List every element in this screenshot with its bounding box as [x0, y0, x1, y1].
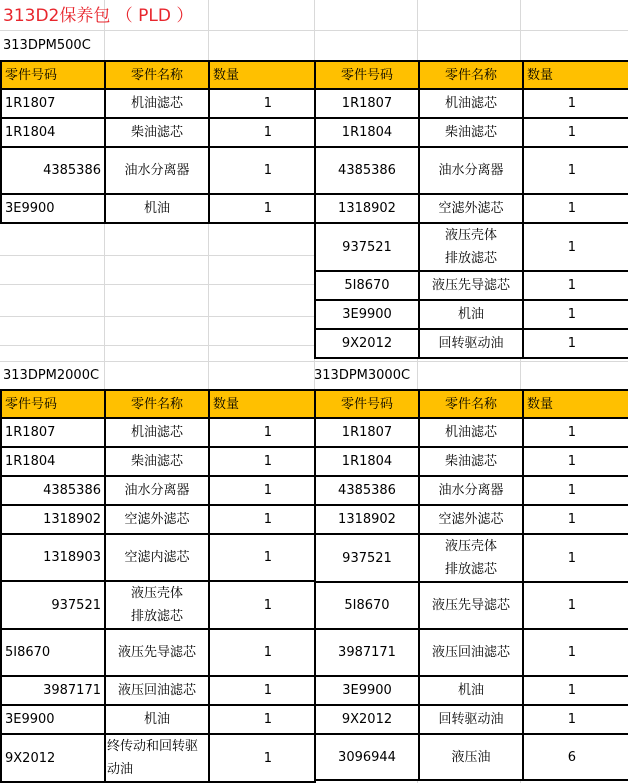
table-header-row — [1, 61, 315, 89]
part-name: 液压壳体排放滤芯 — [105, 581, 209, 629]
part-name: 机油 — [419, 300, 523, 329]
part-number: 1R1804 — [1, 447, 105, 476]
parts-table-pm2000 — [0, 389, 316, 783]
part-number: 1318902 — [1, 505, 105, 534]
part-name: 空滤内滤芯 — [105, 534, 209, 581]
part-number: 5I8670 — [1, 629, 105, 676]
col-header-part-name: 零件名称 — [105, 61, 209, 89]
part-name: 油水分离器 — [419, 476, 523, 505]
quantity: 1 — [523, 534, 628, 582]
table-row — [315, 300, 628, 329]
quantity: 1 — [523, 89, 628, 118]
col-header-part-number: 零件号码 — [1, 61, 105, 89]
quantity: 1 — [209, 118, 315, 147]
part-name: 油水分离器 — [105, 476, 209, 505]
part-number: 9X2012 — [1, 734, 105, 782]
part-number: 1R1807 — [1, 89, 105, 118]
part-number: 4385386 — [315, 147, 419, 194]
table-row — [1, 476, 315, 505]
part-name: 空滤外滤芯 — [419, 194, 523, 223]
part-number: 3987171 — [1, 676, 105, 705]
part-name: 终传动和回转驱动油 — [105, 734, 209, 782]
table-header-row — [315, 61, 628, 89]
part-number: 3E9900 — [1, 194, 105, 223]
part-number: 9X2012 — [315, 329, 419, 358]
part-name: 空滤外滤芯 — [105, 505, 209, 534]
col-header-part-number: 零件号码 — [1, 390, 105, 418]
col-header-part-name: 零件名称 — [419, 61, 523, 89]
col-header-part-number: 零件号码 — [315, 390, 419, 418]
quantity: 1 — [209, 734, 315, 782]
parts-table-pm3000 — [314, 389, 628, 781]
part-number: 1R1804 — [315, 118, 419, 147]
part-name: 柴油滤芯 — [105, 447, 209, 476]
part-number: 4385386 — [315, 476, 419, 505]
table-row — [315, 676, 628, 705]
quantity: 1 — [523, 300, 628, 329]
part-name: 液压回油滤芯 — [105, 676, 209, 705]
part-number: 5I8670 — [315, 582, 419, 629]
table-row — [315, 534, 628, 582]
quantity: 1 — [523, 418, 628, 447]
part-number: 1318903 — [1, 534, 105, 581]
gridline-horizontal — [0, 345, 314, 346]
table-row — [315, 476, 628, 505]
quantity: 1 — [209, 147, 315, 194]
part-name: 柴油滤芯 — [419, 447, 523, 476]
part-number: 3096944 — [315, 734, 419, 780]
table-row — [1, 89, 315, 118]
quantity: 1 — [209, 505, 315, 534]
table-row — [1, 676, 315, 705]
section-label-pm500: 313DPM500C — [3, 38, 91, 53]
part-name: 液压先导滤芯 — [105, 629, 209, 676]
part-number: 3E9900 — [1, 705, 105, 734]
quantity: 1 — [523, 118, 628, 147]
col-header-quantity: 数量 — [523, 390, 628, 418]
table-row — [315, 505, 628, 534]
quantity: 1 — [523, 582, 628, 629]
part-name: 机油滤芯 — [105, 89, 209, 118]
part-number: 9X2012 — [315, 705, 419, 734]
quantity: 1 — [209, 476, 315, 505]
table-row — [315, 223, 628, 271]
part-number: 1318902 — [315, 505, 419, 534]
section-label-pm3000: 313DPM3000C — [314, 368, 411, 383]
quantity: 1 — [209, 418, 315, 447]
gridline-horizontal — [0, 284, 314, 285]
quantity: 1 — [523, 329, 628, 358]
part-number: 937521 — [1, 581, 105, 629]
part-number: 1R1804 — [1, 118, 105, 147]
col-header-quantity: 数量 — [523, 61, 628, 89]
table-row — [315, 118, 628, 147]
part-name: 油水分离器 — [419, 147, 523, 194]
parts-table-pm500 — [0, 60, 316, 224]
quantity: 1 — [209, 629, 315, 676]
table-row — [315, 418, 628, 447]
part-number: 3987171 — [315, 629, 419, 676]
gridline-horizontal — [0, 361, 628, 362]
table-row — [315, 582, 628, 629]
table-row — [1, 581, 315, 629]
quantity: 1 — [209, 534, 315, 581]
quantity: 1 — [209, 89, 315, 118]
part-number: 5I8670 — [315, 271, 419, 300]
part-number: 1318902 — [315, 194, 419, 223]
quantity: 1 — [523, 505, 628, 534]
table-row — [1, 734, 315, 782]
table-row — [315, 629, 628, 676]
part-name: 机油 — [105, 705, 209, 734]
part-name: 液压先导滤芯 — [419, 271, 523, 300]
part-name: 机油 — [105, 194, 209, 223]
part-name: 机油滤芯 — [419, 418, 523, 447]
gridline-horizontal — [0, 255, 314, 256]
table-header-row — [1, 390, 315, 418]
parts-table-pm500-right — [314, 60, 628, 359]
gridline-horizontal — [0, 30, 628, 31]
col-header-quantity: 数量 — [209, 390, 315, 418]
part-name: 液压先导滤芯 — [419, 582, 523, 629]
quantity: 1 — [209, 581, 315, 629]
section-label-pm2000: 313DPM2000C — [3, 368, 100, 383]
part-name: 油水分离器 — [105, 147, 209, 194]
sheet-title: 313D2保养包 （ PLD ） — [3, 6, 194, 26]
part-name: 液压回油滤芯 — [419, 629, 523, 676]
quantity: 1 — [523, 629, 628, 676]
part-number: 4385386 — [1, 476, 105, 505]
col-header-part-name: 零件名称 — [419, 390, 523, 418]
table-row — [1, 505, 315, 534]
gridline-horizontal — [0, 316, 314, 317]
table-row — [1, 194, 315, 223]
table-row — [315, 329, 628, 358]
part-number: 1R1807 — [1, 418, 105, 447]
part-number: 4385386 — [1, 147, 105, 194]
quantity: 1 — [209, 194, 315, 223]
part-name: 机油滤芯 — [105, 418, 209, 447]
table-row — [1, 418, 315, 447]
part-name: 机油 — [419, 676, 523, 705]
part-number: 937521 — [315, 223, 419, 271]
quantity: 1 — [523, 271, 628, 300]
col-header-quantity: 数量 — [209, 61, 315, 89]
table-row — [315, 194, 628, 223]
quantity: 1 — [523, 147, 628, 194]
table-row — [1, 118, 315, 147]
part-name: 液压壳体排放滤芯 — [419, 534, 523, 582]
part-name: 液压油 — [419, 734, 523, 780]
part-name: 机油滤芯 — [419, 89, 523, 118]
quantity: 1 — [523, 194, 628, 223]
part-number: 3E9900 — [315, 300, 419, 329]
table-row — [315, 271, 628, 300]
table-header-row — [315, 390, 628, 418]
part-number: 937521 — [315, 534, 419, 582]
table-row — [315, 734, 628, 780]
table-row — [315, 447, 628, 476]
part-name: 回转驱动油 — [419, 705, 523, 734]
part-name: 柴油滤芯 — [105, 118, 209, 147]
col-header-part-number: 零件号码 — [315, 61, 419, 89]
table-row — [1, 147, 315, 194]
table-row — [1, 705, 315, 734]
part-number: 1R1807 — [315, 89, 419, 118]
quantity: 1 — [523, 476, 628, 505]
quantity: 1 — [209, 676, 315, 705]
quantity: 1 — [523, 676, 628, 705]
table-row — [1, 629, 315, 676]
part-name: 空滤外滤芯 — [419, 505, 523, 534]
table-row — [315, 705, 628, 734]
part-name: 液压壳体排放滤芯 — [419, 223, 523, 271]
quantity: 1 — [523, 223, 628, 271]
quantity: 1 — [209, 447, 315, 476]
part-number: 1R1804 — [315, 447, 419, 476]
table-row — [315, 147, 628, 194]
part-name: 回转驱动油 — [419, 329, 523, 358]
col-header-part-name: 零件名称 — [105, 390, 209, 418]
part-number: 1R1807 — [315, 418, 419, 447]
quantity: 1 — [523, 705, 628, 734]
quantity: 1 — [209, 705, 315, 734]
table-row — [1, 534, 315, 581]
table-row — [315, 89, 628, 118]
part-number: 3E9900 — [315, 676, 419, 705]
table-row — [1, 447, 315, 476]
quantity: 1 — [523, 447, 628, 476]
quantity: 6 — [523, 734, 628, 780]
part-name: 柴油滤芯 — [419, 118, 523, 147]
